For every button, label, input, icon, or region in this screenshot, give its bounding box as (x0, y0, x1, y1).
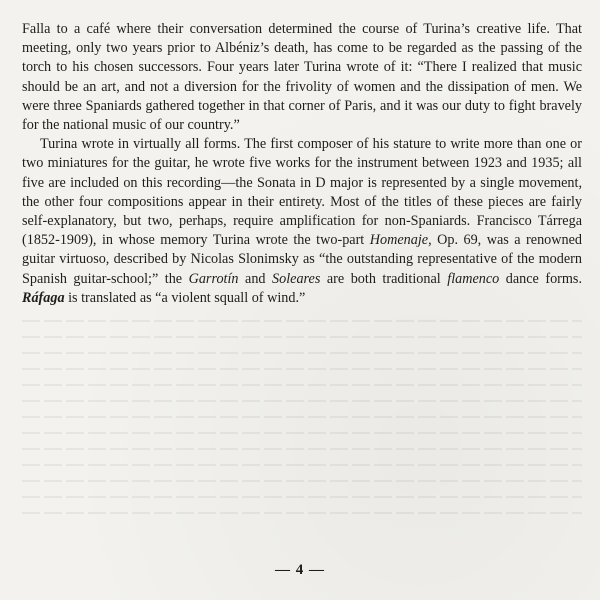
italic-term: Soleares (272, 270, 321, 287)
text-run: dance forms. (499, 270, 582, 287)
italic-term: flamenco (447, 270, 500, 287)
show-through-line (22, 480, 582, 482)
show-through-line (22, 416, 582, 418)
show-through-texture (22, 320, 582, 560)
show-through-line (22, 400, 582, 402)
text-run: is translated as “a violent squall of wind.” (64, 289, 306, 306)
italic-term: Garrotín (188, 270, 239, 287)
show-through-line (22, 368, 582, 370)
text-run: are both traditional (320, 270, 448, 287)
bold-italic-term: Ráfaga (22, 289, 65, 306)
show-through-line (22, 464, 582, 466)
show-through-line (22, 320, 582, 322)
page-number: — 4 — (275, 562, 325, 578)
show-through-line (22, 512, 582, 514)
show-through-line (22, 352, 582, 354)
text-run: Falla to a café where their conversation determined the course of Turina’s creative life. That meeting, only two years prior to Albéniz’s death, has come to be regarded as the passing of the torch to his chosen successors. Four years later Turina wrote of it: “There I realized that music should be an art, and not a diversion for the frivolity of women and the dissipation of men. We were three Spaniards gathered together in that corner of Paris, and it was our duty to fight bravely for the national music of our country.” (22, 21, 582, 134)
show-through-line (22, 496, 582, 498)
paragraph-2 (22, 135, 582, 308)
show-through-line (22, 432, 582, 434)
paragraph-1 (22, 20, 582, 135)
show-through-line (22, 448, 582, 450)
show-through-line (22, 336, 582, 338)
text-run: , Op. 69, was a renowned guitar virtuoso, described by Nicolas Slonimsky as “the outstanding representative of the modern Spanish guitar-school;” the (22, 232, 582, 287)
text-run: and (238, 270, 273, 287)
body-text (22, 20, 582, 308)
text-run: Turina wrote in virtually all forms. The first composer of his stature to write more than one or two miniatures for the guitar, he wrote five works for the instrument between 1923 and 1935; all five are included on this recording—the Sonata in D major is represented by a single movement, the other four compositions appear in their entirety. Most of the titles of these pieces are fairly self-explanatory, but two, perhaps, require amplification for non-Spaniards. Francisco Tárrega (1852-1909), in whose memory Turina wrote the two-part (22, 136, 582, 249)
italic-term: Homenaje (369, 232, 429, 249)
show-through-line (22, 384, 582, 386)
